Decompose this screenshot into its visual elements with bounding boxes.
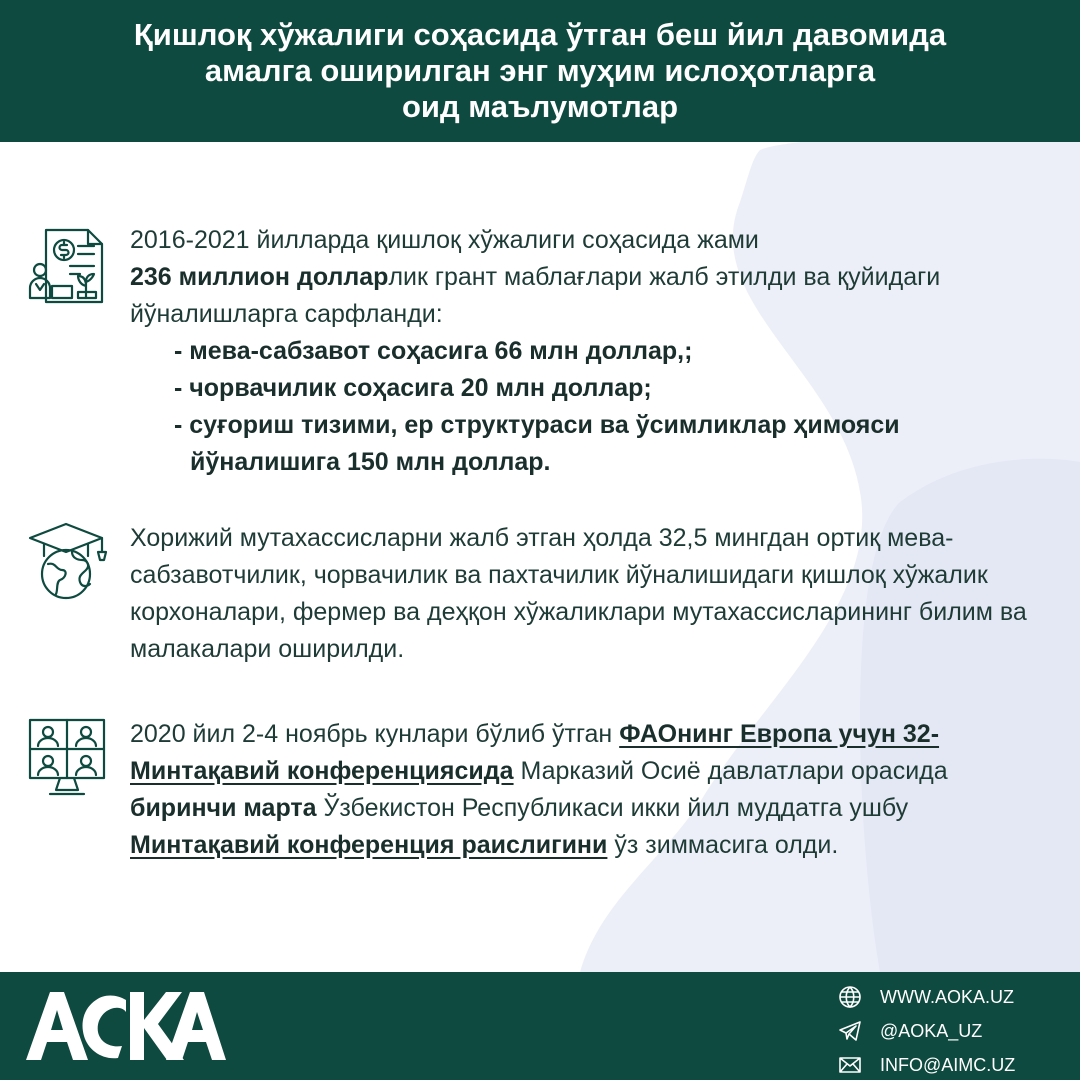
aoka-logo[interactable] <box>26 990 226 1062</box>
title-line-2: амалга оширилган энг муҳим ислоҳотларга <box>204 53 876 88</box>
grants-list <box>174 333 1050 481</box>
page-title <box>60 17 1020 125</box>
footer <box>0 972 1080 1080</box>
video-conference-icon <box>26 716 108 798</box>
grants-intro-lead: 2016-2021 йилларда қишлоқ хўжалиги соҳасида жами <box>130 226 759 254</box>
grants-item-fruits: - мева-сабзавот соҳасига 66 млн доллар,; <box>174 337 693 365</box>
email-contact[interactable] <box>838 1048 1068 1082</box>
grants-intro-tail: лик грант маблағлари жалб этилди ва қуйидаги йўналишларга сарфланди: <box>130 263 941 328</box>
grants-item-livestock: - чорвачилик соҳасига 20 млн доллар; <box>174 374 652 402</box>
globe-icon <box>838 985 862 1009</box>
conference-text-part2: Марказий Осиё давлатлари орасида <box>513 757 948 785</box>
conference-text <box>130 716 1050 864</box>
telegram-contact[interactable] <box>838 1014 1068 1048</box>
grants-intro <box>130 222 1050 333</box>
grants-item-irrigation-cont: йўналишига 150 млн доллар. <box>190 448 551 476</box>
website-text: WWW.AOKA.UZ <box>880 986 1014 1007</box>
grants-item-irrigation: - суғориш тизими, ер структураси ва ўсимликлар ҳимояси <box>174 411 900 439</box>
grants-text <box>130 222 1050 481</box>
mail-icon <box>838 1053 862 1077</box>
telegram-text: @AOKA_UZ <box>880 1020 983 1041</box>
chairmanship-link[interactable]: Минтақавий конференция раислигини <box>130 831 608 859</box>
contact-list <box>838 980 1068 1082</box>
graduation-globe-icon <box>26 520 108 602</box>
first-time-highlight: биринчи марта <box>130 794 317 822</box>
telegram-icon <box>838 1019 862 1043</box>
conference-text-part1: 2020 йил 2-4 ноябрь кунлари бўлиб ўтган <box>130 720 620 748</box>
grants-total: 236 миллион доллар <box>130 263 389 291</box>
email-text: INFO@AIMC.UZ <box>880 1054 1016 1075</box>
training-text: Хорижий мутахассисларни жалб этган ҳолда 32,5 мингдан ортиқ мева-сабзавотчилик, чорвачилик ва пахтачилик йўналишидаги қишлоқ хўжалик корхоналари, фермер ва деҳқон хўжаликлари мутахассисларининг билим ва малакалари оширилди. <box>130 524 1027 663</box>
conference-text-part3: Ўзбекистон Республикаси икки йил муддатга ушбу <box>316 794 909 822</box>
fao-conference-link[interactable]: ФАОнинг Европа учун 32-Минтақавий конференциясида <box>130 720 940 785</box>
grant-document-icon <box>26 224 108 306</box>
title-line-1: Қишлоқ хўжалиги соҳасида ўтган беш йил давомида <box>133 17 947 52</box>
conference-text-part4: ўз зиммасига олди. <box>607 831 839 859</box>
website-contact[interactable] <box>838 980 1068 1014</box>
header-banner <box>0 0 1080 142</box>
title-line-3: оид маълумотлар <box>401 89 679 124</box>
